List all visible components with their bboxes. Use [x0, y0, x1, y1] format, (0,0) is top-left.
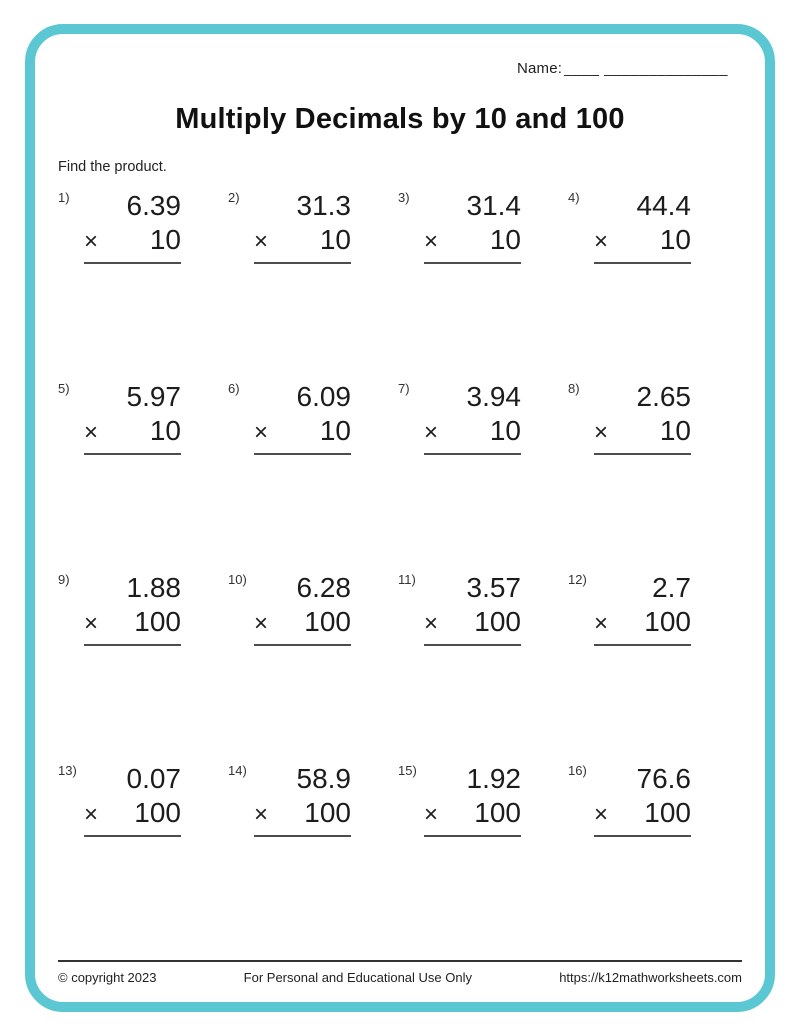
multiplier-value: 10 [659, 224, 691, 255]
multiplier-value: 100 [644, 606, 691, 637]
name-blank-line: ____ ______________ [564, 60, 728, 77]
problem-math-block [424, 762, 521, 837]
name-label: Name: [516, 60, 563, 77]
multiplier-row [84, 796, 181, 832]
operand-value: 3.94 [466, 381, 521, 412]
multiplier-value: 100 [474, 797, 521, 828]
multiplier-value: 100 [304, 797, 351, 828]
operand-value: 6.39 [126, 190, 181, 221]
name-row [58, 60, 742, 77]
problem-number: 8) [568, 381, 580, 396]
operand-value: 58.9 [296, 763, 351, 794]
multiplier-row [594, 796, 691, 832]
multiply-sign: × [254, 801, 269, 828]
problem-math-block [594, 762, 691, 837]
operand-value: 31.3 [296, 190, 351, 221]
operand-value: 6.09 [296, 381, 351, 412]
multiply-sign: × [84, 228, 99, 255]
multiply-sign: × [424, 228, 439, 255]
problem-math-block [84, 762, 181, 837]
problem-math-block [254, 762, 351, 837]
multiply-sign: × [84, 610, 99, 637]
multiplier-row [594, 605, 691, 641]
multiplier-row [594, 414, 691, 450]
problem-math-block [594, 380, 691, 455]
multiplier-row [424, 796, 521, 832]
problem-number: 9) [58, 572, 70, 587]
problem-math-block [424, 571, 521, 646]
multiplier-value: 100 [304, 606, 351, 637]
page-title: Multiply Decimals by 10 and 100 [175, 103, 625, 135]
problem [228, 189, 398, 380]
problem-number: 13) [58, 763, 77, 778]
operand-value: 6.28 [296, 572, 351, 603]
problem-number: 3) [398, 190, 410, 205]
problem-number: 16) [568, 763, 587, 778]
problem-math-block [84, 380, 181, 455]
problem-number: 12) [568, 572, 587, 587]
multiplier-value: 10 [149, 415, 181, 446]
problem-number: 2) [228, 190, 240, 205]
multiply-sign: × [254, 419, 269, 446]
multiply-sign: × [594, 419, 609, 446]
operand-value: 2.65 [636, 381, 691, 412]
operand-value: 1.92 [466, 763, 521, 794]
problem [398, 762, 568, 953]
problem [228, 380, 398, 571]
problem [398, 189, 568, 380]
multiply-sign: × [594, 228, 609, 255]
footer-site-url: https://k12mathworksheets.com [559, 970, 742, 985]
operand-value: 2.7 [652, 572, 691, 603]
multiplier-value: 10 [149, 224, 181, 255]
multiplier-value: 10 [489, 224, 521, 255]
problem-math-block [84, 189, 181, 264]
multiplier-row [424, 414, 521, 450]
problem [568, 762, 738, 953]
multiply-sign: × [594, 801, 609, 828]
problem [398, 571, 568, 762]
problem-number: 14) [228, 763, 247, 778]
footer-copyright: © copyright 2023 [58, 970, 157, 985]
problem [58, 380, 228, 571]
multiplier-value: 100 [134, 797, 181, 828]
instruction-text: Find the product. [58, 159, 167, 175]
problem-number: 7) [398, 381, 410, 396]
problem-number: 5) [58, 381, 70, 396]
problem [58, 189, 228, 380]
operand-value: 44.4 [636, 190, 691, 221]
operand-value: 76.6 [636, 763, 691, 794]
problem [398, 380, 568, 571]
multiplier-value: 100 [134, 606, 181, 637]
multiply-sign: × [424, 610, 439, 637]
multiply-sign: × [254, 228, 269, 255]
operand-value: 0.07 [126, 763, 181, 794]
problem-math-block [424, 189, 521, 264]
multiplier-value: 100 [644, 797, 691, 828]
operand-value: 5.97 [126, 381, 181, 412]
problem [58, 762, 228, 953]
problem [568, 571, 738, 762]
problem-number: 10) [228, 572, 247, 587]
problem-math-block [594, 571, 691, 646]
multiplier-value: 10 [659, 415, 691, 446]
operand-value: 1.88 [126, 572, 181, 603]
problem-math-block [254, 380, 351, 455]
operand-value: 31.4 [466, 190, 521, 221]
multiply-sign: × [424, 419, 439, 446]
problem-math-block [84, 571, 181, 646]
multiplier-row [254, 796, 351, 832]
multiplier-value: 10 [319, 415, 351, 446]
problem [228, 762, 398, 953]
footer-usage-note: For Personal and Educational Use Only [243, 970, 473, 985]
multiplier-row [84, 223, 181, 259]
multiply-sign: × [594, 610, 609, 637]
problem-math-block [594, 189, 691, 264]
operand-value: 3.57 [466, 572, 521, 603]
multiplier-row [424, 605, 521, 641]
problem-number: 15) [398, 763, 417, 778]
problem-math-block [424, 380, 521, 455]
footer [58, 960, 742, 985]
multiply-sign: × [84, 801, 99, 828]
problem-number: 11) [398, 572, 416, 587]
multiplier-row [254, 414, 351, 450]
problem [568, 189, 738, 380]
multiply-sign: × [254, 610, 269, 637]
worksheet-frame [25, 24, 775, 1012]
problem-math-block [254, 571, 351, 646]
problem-number: 6) [228, 381, 240, 396]
multiply-sign: × [424, 801, 439, 828]
multiplier-row [84, 414, 181, 450]
multiplier-value: 10 [319, 224, 351, 255]
multiply-sign: × [84, 419, 99, 446]
multiplier-row [84, 605, 181, 641]
problem [568, 380, 738, 571]
problem [58, 571, 228, 762]
multiplier-value: 10 [489, 415, 521, 446]
multiplier-row [254, 605, 351, 641]
problem-math-block [254, 189, 351, 264]
multiplier-row [424, 223, 521, 259]
problems-grid [58, 189, 742, 953]
problem [228, 571, 398, 762]
multiplier-value: 100 [474, 606, 521, 637]
problem-number: 1) [58, 190, 70, 205]
multiplier-row [254, 223, 351, 259]
problem-number: 4) [568, 190, 580, 205]
multiplier-row [594, 223, 691, 259]
